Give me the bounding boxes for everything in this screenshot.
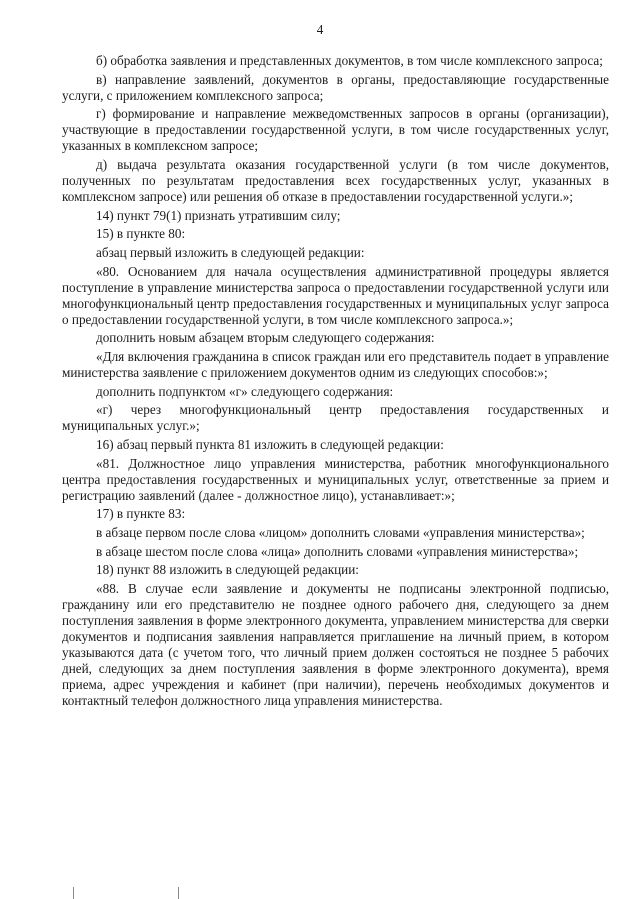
paragraph: в абзаце первом после слова «лицом» дополнить словами «управления министерства»;	[96, 524, 585, 540]
scan-edge-mark	[73, 887, 74, 899]
paragraph: абзац первый изложить в следующей редакции:	[96, 244, 365, 260]
paragraph: «г) через многофункциональный центр предоставления государственных и муниципальных услуг.»;	[62, 402, 609, 434]
paragraph: б) обработка заявления и представленных документов, в том числе комплексного запроса;	[96, 53, 603, 68]
paragraph: «80. Основанием для начала осуществления административной процедуры является поступление в управление министерства запроса о предоставлении государственной услуги или многофункциональный центр предоставления государственных и муниципальных услуг запроса о предоставлении государственной услуги, в том числе комплексного запроса.»;	[62, 263, 609, 327]
paragraph: «81. Должностное лицо управления министерства, работник многофункционального центра предоставления государственных и муниципальных услуг, ответственные за прием и регистрацию заявлений (далее - должностное лицо), устанавливает:»;	[62, 455, 609, 503]
paragraph: г) формирование и направление межведомственных запросов в органы (организации), участвующие в предоставлении государственной услуги, в том числе государственных услуг, указанных в комплексном запросе;	[62, 106, 609, 154]
paragraph: 14) пункт 79(1) признать утратившим силу;	[96, 207, 341, 223]
paragraph: д) выдача результата оказания государственной услуги (в том числе документов, полученных по результатам предоставления всех государственных услуг, указанных в комплексном запросе) или решения об отказе в предоставлении государственной услуги.»;	[62, 156, 609, 204]
paragraph: 15) в пункте 80:	[96, 226, 186, 242]
page-number: 4	[316, 22, 324, 37]
paragraph: дополнить подпунктом «г» следующего содержания:	[96, 383, 394, 399]
paragraph: 17) в пункте 83:	[96, 506, 186, 522]
paragraph: «88. В случае если заявление и документы не подписаны электронной подписью, гражданину или его представителю не позднее одного рабочего дня, следующего за днем поступления заявления в форме электронного документа, управлением министерства для сверки документов и подписания заявления направляется приглашение на личный прием, в котором указываются дата (с учетом того, что личный прием должен состояться не позднее 5 рабочих дней, следующих за днем поступления заявления в форме электронного документа), время приема, адрес учреждения и кабинет (при наличии), перечень необходимых документов и контактный телефон должностного лица управления министерства.	[62, 580, 609, 708]
paragraph: 16) абзац первый пункта 81 изложить в следующей редакции:	[96, 436, 444, 452]
paragraph: в) направление заявлений, документов в органы, предоставляющие государственные услуги, с приложением комплексного запроса;	[62, 71, 609, 103]
paragraph: «Для включения гражданина в список граждан или его представитель подает в управление министерства заявление с приложением документов одним из следующих способов:»;	[62, 348, 609, 380]
paragraph: дополнить новым абзацем вторым следующего содержания:	[96, 330, 435, 346]
document-body	[62, 53, 609, 709]
scan-edge-mark	[178, 887, 179, 899]
paragraph: в абзаце шестом после слова «лица» дополнить словами «управления министерства»;	[96, 543, 579, 559]
paragraph: 18) пункт 88 изложить в следующей редакции:	[96, 562, 359, 578]
